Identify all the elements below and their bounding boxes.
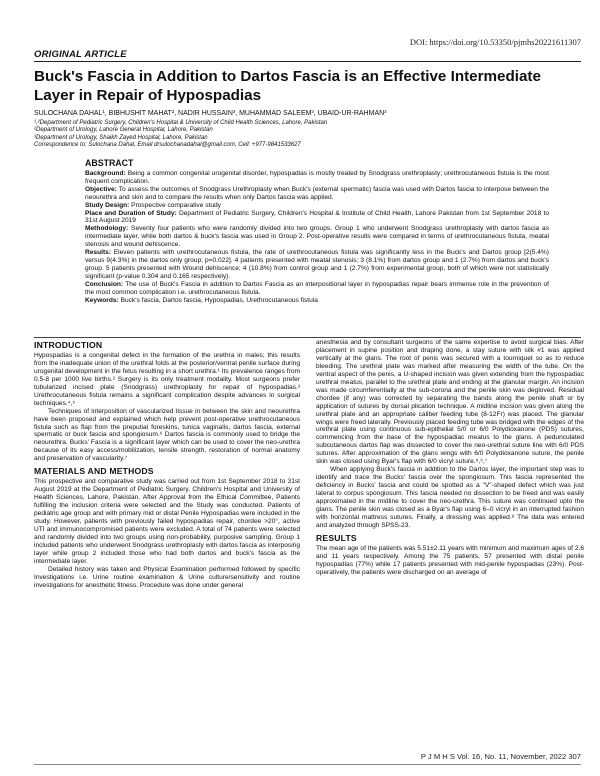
affiliation-line: ³Department of Urology, Shaikh Zayed Hospital, Lahore, Pakistan — [34, 134, 208, 141]
abstract-results: Results: Eleven patients with urethrocutaneous fistula, the rate of urethrocutaneous fistula was significantly less in the Buck's and Dartos group [2(5.4%) versus 9(4.3%) in the dartos only group; p=0.022]. 4 patients presented with meatal stenosis; 3 (8.1%) from dartos group and 1 (2.7%) from dartos and buck's group. 5 patients presented with Wound dehiscence; 4 (10.8%) from control group and 1 (2.7%) from experimental group, both of which were not statistically significant (p-value 0.304 and 0.165 respectively). — [85, 249, 549, 280]
paragraph: The mean age of the patients was 5.51±2.11 years with minimum and maximum ages of 2.6 and 11 years respectively. Among the 75 patients, 57 presented with distal penile hypospadias (77%) while 17 patients presented with mid-penile hypospadias (23%). Post-operatively, the patients were discharged on an average of — [316, 544, 584, 576]
affiliation-line: ²Department of Urology, Lahore General Hospital, Lahore, Pakistan — [34, 127, 213, 134]
article-type-label: ORIGINAL ARTICLE — [34, 49, 127, 60]
article-title: Buck's Fascia in Addition to Dartos Fascia is an Effective Intermediate Layer in Repair of Hypospadias — [34, 68, 541, 104]
results-heading: RESULTS — [316, 532, 357, 543]
abstract-methodology: Methodology: Seventy four patients who were randomly divided into two groups. Group 1 who underwent Snodgrass urethroplasty with dartos fascia as intermediate layer, while both dartos & buck's fascia was used in Group 2. Post-operative results were compared in terms of urethrocutaneous fistula, meatal stenosis and wound dehiscence. — [85, 225, 549, 249]
correspondence-line: Correspondence to: Sulochana Dahal, Email drsulochanadahal@gmail.com, Cell: +977-9841533627 — [34, 142, 301, 149]
paragraph: This prospective and comparative study was carried out from 1st September 2018 to 31st August 2019 at the Department of Pediatric Surgery, Children's Hospital and University of Health Sciences, Lahore, Pakistan. After Approval from the Ethical Committee, Patients fulfilling the inclusion criteria were selected and the Study was conducted. Patients of pediatric age group and with primary mid or distal Penile Hypospadias were included in the study. However, patients with previously failed hypospadias repair, chordee >20°, active UTI and immunocompromised patients were excluded. A total of 74 patients were selected and randomly divided into two groups using non-probability, purposive sampling. Group 1 included patients who underwent Snodgrass urethroplasty with dartos fascia as interposing layer while group 2 included those who had both dartos and buck's fascia as the intermediate layer. — [34, 478, 300, 565]
doi-link[interactable]: DOI: https://doi.org/10.53350/pjmhs20221611307 — [409, 37, 581, 47]
page-footer: P J M H S Vol. 16, No. 11, November, 2022 307 — [420, 752, 581, 761]
paragraph: anesthesia and by consultant surgeons of the same expertise to avoid surgical bias. After placement in supine position and draping done, a stay suture with silk #1 was applied vertically at the glans. The root of penis was secured with a tourniquet so as to reduce bleeding. The urethral plate was marked after measuring the width of the tube. On the ventral aspect of the penis, a U-shaped incision was given extending from the hypospadiac urethral meatus, parallel to the urethral plate and ending at the glanular margin. An incision was made circumferentially at the sub-corona and the penile skin was degloved. Residual chordee (if any) was corrected by separating the bands along the penile shaft or by application of sutures by dorsal plication technique. A midline incision was given along the urethral plate and an appropriate caliber feeding tube (8-12Fr) was placed. The glanular wings were freed laterally. Previously placed feeding tube was bridged with the edges of the urethral plate using continuous sub-epithelial 5/0 or 6/0 Polydioxanone (PDS) sutures, commencing from the base of the hypospadiac meatus to the glans. A pedunculated subcutaneous dartos flap was dissected to cover the neo-urethral suture line with 6/0 PDS sutures. After approximation of the glans wings with 6/0 Polydioxanone suture, the penile skin was closed using Byar's flap with 6/0 vicryl suture.⁸,⁹,⁷ — [316, 339, 584, 466]
paragraph: Hypospadias is a congenital defect in the formation of the urethra in males; this results from the inadequate union of the urethral folds at the posterior/ventral penile surface during urogenital development in the fetus resulting in a short urethra.¹ Its prevalence ranges from 0.5-8 per 1000 live births.² Surgery is its only treatment modality. Most surgeons prefer tubularized incised plate (Snodgrass) urethroplasty for repair of hypospadias.³ Urethrocutaneous fistula remains a significant complication despite advances in surgical techniques.⁴,⁵ — [34, 351, 300, 407]
paragraph: When applying Buck's fascia in addition to the Dartos layer, the important step was to identify and trace the Bucks' fascia over the spongiosum. This fascia represented the deficiency in Bucks' fascia and could be spotted as a "V"-shaped defect which was just lateral to corpus spongiosum. This fascia needed no dissection to be freed and was easily approximated in the midline to cover the neo-urethra. This suture was continued upto the glans. The penile skin was closed as a Byar's flap using 6–0 vicryl in an interrupted fashion with horizontal mattress sutures. Finally, a dressing was applied.⁸ The data was entered and analyzed through SPSS-23. — [316, 466, 584, 529]
header-rule — [34, 61, 581, 62]
introduction-heading: INTRODUCTION — [34, 340, 103, 350]
abstract-conclusion: Conclusion: The use of Buck's Fascia in addition to Dartos Fascia as an interpositional layer in hypospadias repair bears immense role in the prevention of the most common complication i.e. urethrocutaneous fistula. — [85, 280, 549, 296]
abstract-rule — [34, 337, 581, 338]
methods-heading: MATERIALS AND METHODS — [34, 466, 154, 477]
paragraph: Detailed history was taken and Physical Examination performed followed by specific Investigations i.e. Urine routine examination & Urine culture/sensitivity and routine investigations for anesthetic fitness. Procedure was done under general — [34, 565, 300, 589]
right-column — [316, 339, 584, 577]
affiliations — [34, 120, 574, 150]
paragraph: Techniques of interposition of vascularized tissue in between the skin and neourethra have been proposed and explained which help prevent post-operative urethrocutaneous fistula such as flap from the preputial foreskins, tunica vaginalis, dartos fascia, external spermatic or buck fascia and spongiosum.⁶ Dartos fascia is commonly used to bridge the neourethra. Bucks' Fascia is a significant layer which can be used to cover the neo-urethra because of its easy access/mobilization, tensile strength, restoration of normal anatomy and preservation of vascularity.⁷ — [34, 407, 300, 463]
affiliation-line: ¹,²Department of Pediatric Surgery, Children's Hospital & University of Child Health Sciences, Lahore, Pakistan — [34, 120, 328, 126]
abstract-design: Study Design: Prospective comparative study — [85, 201, 221, 209]
abstract-keywords: Keywords: Buck's fascia, Dartos fascia, Hypospadias, Urethrocutaneous fistula — [85, 296, 318, 304]
abstract-body — [85, 170, 549, 304]
abstract-objective: Objective: To assess the outcomes of Snodgrass Urethroplasty when Buck's (external spermatic) fascia was used with Dartos fascia to interpose between the neourethra and skin and to compare the results when only Dartos fascia was applied. — [85, 185, 550, 201]
footer-rule — [34, 764, 581, 765]
author-list: SULOCHANA DAHAL¹, BIBHUSHIT MAHAT², NADIR HUSSAIN³, MUHAMMAD SALEEM³, UBAID-UR-RAHMAN³ — [34, 110, 387, 117]
abstract-heading: ABSTRACT — [85, 158, 134, 168]
left-column — [34, 342, 300, 590]
abstract-background: Background: Being a common congenital urogenital disorder, hypospadias is mostly treated by Snodgrass urethroplasty; urethrocutaneous fistula is the most frequent complication. — [85, 170, 549, 185]
abstract-place: Place and Duration of Study: Department of Pediatric Surgery, Children's Hospital & Institute of Child Health, Lahore Pakistan from 1st September 2018 to 31st August 2019 — [85, 209, 549, 225]
